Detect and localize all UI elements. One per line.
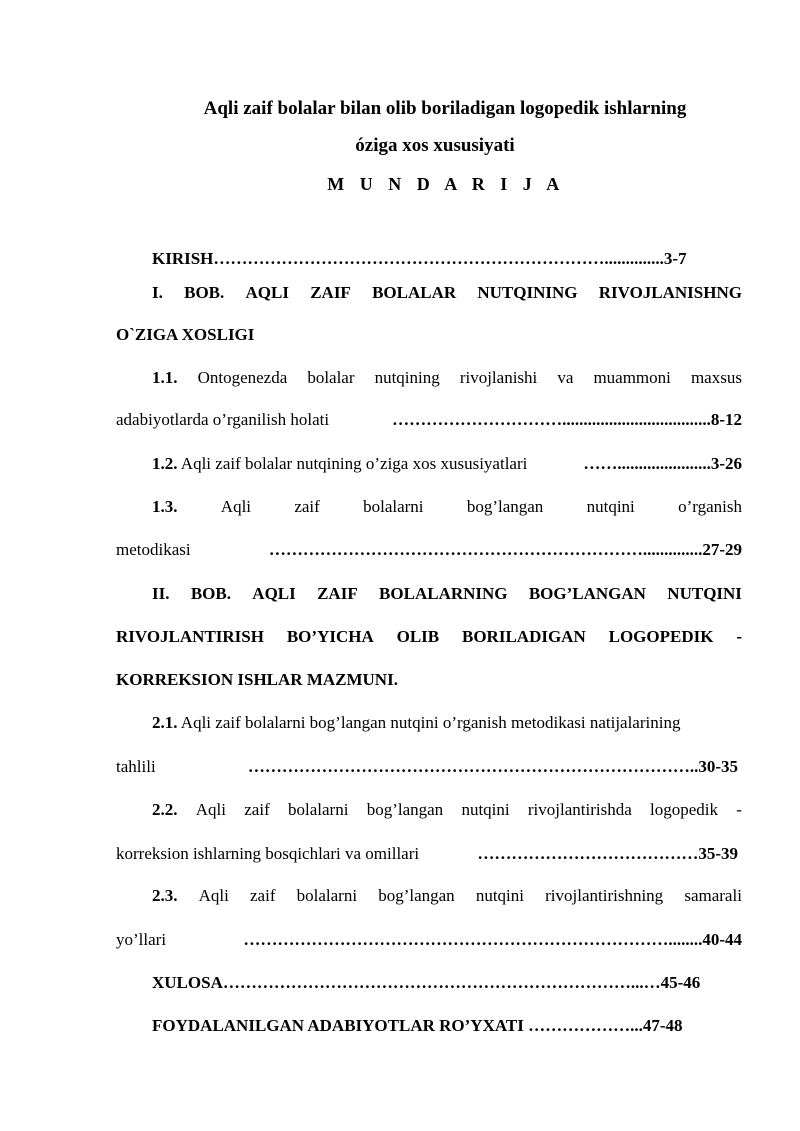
toc-word: BOB. <box>190 584 231 603</box>
toc-leader-pages: …………………………………35-39 <box>477 844 738 863</box>
toc-word: II. <box>152 584 170 603</box>
toc-chapter2-line2 <box>116 627 742 647</box>
document-title-line2: óziga xos xususiyati <box>355 135 515 156</box>
toc-word: NUTQINING <box>477 283 578 302</box>
toc-word: muammoni <box>593 368 671 387</box>
toc-word: samarali <box>684 886 742 905</box>
section-number: 1.2. <box>152 454 178 473</box>
toc-chapter1-line1 <box>152 283 742 303</box>
toc-word: nutqining <box>374 368 440 387</box>
toc-entry-text: metodikasi <box>116 540 191 559</box>
toc-word: Aqli <box>220 497 252 516</box>
toc-chapter1-line2: O`ZIGA XOSLIGI <box>116 325 255 344</box>
toc-leader-pages: …………………………...................................8-12 <box>392 410 742 429</box>
toc-section-2-1-line2 <box>116 757 738 777</box>
toc-entry-text: yo’llari <box>116 930 167 949</box>
toc-entry-text: Aqli zaif bolalar nutqining o’ziga xos xususiyatlari <box>177 454 528 473</box>
toc-entry-kirish: KIRISH……………………………………………………………..............3-7 <box>152 249 687 268</box>
toc-section-1-3-line1 <box>152 497 742 517</box>
section-number: 2.3. <box>152 886 178 905</box>
toc-word: bog’langan <box>366 800 444 819</box>
toc-word: BOLALARNING <box>379 584 508 603</box>
toc-leader-pages: ……......................3-26 <box>583 454 742 473</box>
toc-word: - <box>736 800 742 819</box>
toc-word: bolalarni <box>363 497 424 516</box>
toc-heading: M U N D A R I J A <box>327 174 565 194</box>
toc-word: zaif <box>250 886 276 905</box>
toc-word: BO’YICHA <box>286 627 374 646</box>
section-number: 1.3. <box>152 497 178 516</box>
toc-chapter2-line3: KORREKSION ISHLAR MAZMUNI. <box>116 670 398 689</box>
toc-word: AQLI <box>252 584 296 603</box>
toc-word: logopedik <box>650 800 719 819</box>
toc-word: ZAIF <box>310 283 351 302</box>
toc-word: ZAIF <box>317 584 358 603</box>
toc-word: o’rganish <box>678 497 742 516</box>
toc-entry-xulosa: XULOSA………………………………………………………………...…45-46 <box>152 973 701 992</box>
toc-section-1-2 <box>152 454 742 474</box>
toc-word: bog’langan <box>466 497 544 516</box>
toc-word: nutqini <box>461 800 510 819</box>
toc-section-1-1-line1 <box>152 368 742 388</box>
document-title-line1: Aqli zaif bolalar bilan olib boriladigan logopedik ishlarning <box>203 98 687 119</box>
toc-word: BOB. <box>184 283 225 302</box>
toc-word: Aqli <box>195 800 226 819</box>
section-number: 2.2. <box>152 800 178 819</box>
toc-word: RIVOJLANTIRISH <box>116 627 264 646</box>
toc-word: maxsus <box>690 368 742 387</box>
toc-entry-text: Aqli zaif bolalarni bog’langan nutqini o’rganish metodikasi natijalarining <box>177 713 681 732</box>
toc-word: BOLALAR <box>372 283 457 302</box>
section-number: 1.1. <box>152 368 178 387</box>
toc-word: Ontogenezda <box>197 368 288 387</box>
toc-section-2-3-line2 <box>116 930 742 950</box>
toc-leader-pages: …………………………………………………………………........40-44 <box>243 930 742 949</box>
toc-word: bolalarni <box>296 886 358 905</box>
toc-word: rivojlantirishda <box>527 800 632 819</box>
toc-word: - <box>736 627 742 646</box>
toc-word: rivojlantirishning <box>545 886 664 905</box>
toc-entry-text: korreksion ishlarning bosqichlari va omillari <box>116 844 420 863</box>
toc-word: Aqli <box>198 886 229 905</box>
toc-section-2-2-line2 <box>116 844 738 864</box>
toc-word: BORILADIGAN <box>462 627 586 646</box>
toc-word: bolalarni <box>288 800 349 819</box>
toc-word: RIVOJLANISHNG <box>598 283 742 302</box>
toc-section-2-2-line1 <box>152 800 742 820</box>
toc-section-2-1-line1 <box>152 713 742 733</box>
toc-word: bog’langan <box>378 886 455 905</box>
toc-section-2-3-line1 <box>152 886 742 906</box>
toc-word: NUTQINI <box>667 584 742 603</box>
toc-word: zaif <box>294 497 320 516</box>
toc-word: nutqini <box>475 886 524 905</box>
toc-entry-text: adabiyotlarda o’rganilish holati <box>116 410 330 429</box>
toc-word: nutqini <box>586 497 635 516</box>
toc-leader-pages: ……………………………………………………………………..30-35 <box>247 757 738 776</box>
toc-word: LOGOPEDIK <box>608 627 714 646</box>
toc-word: BOG’LANGAN <box>528 584 646 603</box>
toc-word: zaif <box>244 800 270 819</box>
toc-word: OLIB <box>396 627 440 646</box>
toc-word: bolalar <box>307 368 355 387</box>
toc-word: I. <box>152 283 163 302</box>
toc-section-1-1-line2 <box>116 410 742 430</box>
section-number: 2.1. <box>152 713 178 732</box>
toc-word: va <box>557 368 574 387</box>
toc-word: rivojlanishi <box>459 368 538 387</box>
toc-word: AQLI <box>245 283 289 302</box>
toc-section-1-3-line2 <box>116 540 742 560</box>
toc-chapter2-line1 <box>152 584 742 604</box>
toc-entry-text: tahlili <box>116 757 156 776</box>
toc-leader-pages: …………………………………………………………..............27-29 <box>268 540 742 559</box>
toc-entry-references: FOYDALANILGAN ADABIYOTLAR RO’YXATI ………………...47-48 <box>152 1016 683 1035</box>
